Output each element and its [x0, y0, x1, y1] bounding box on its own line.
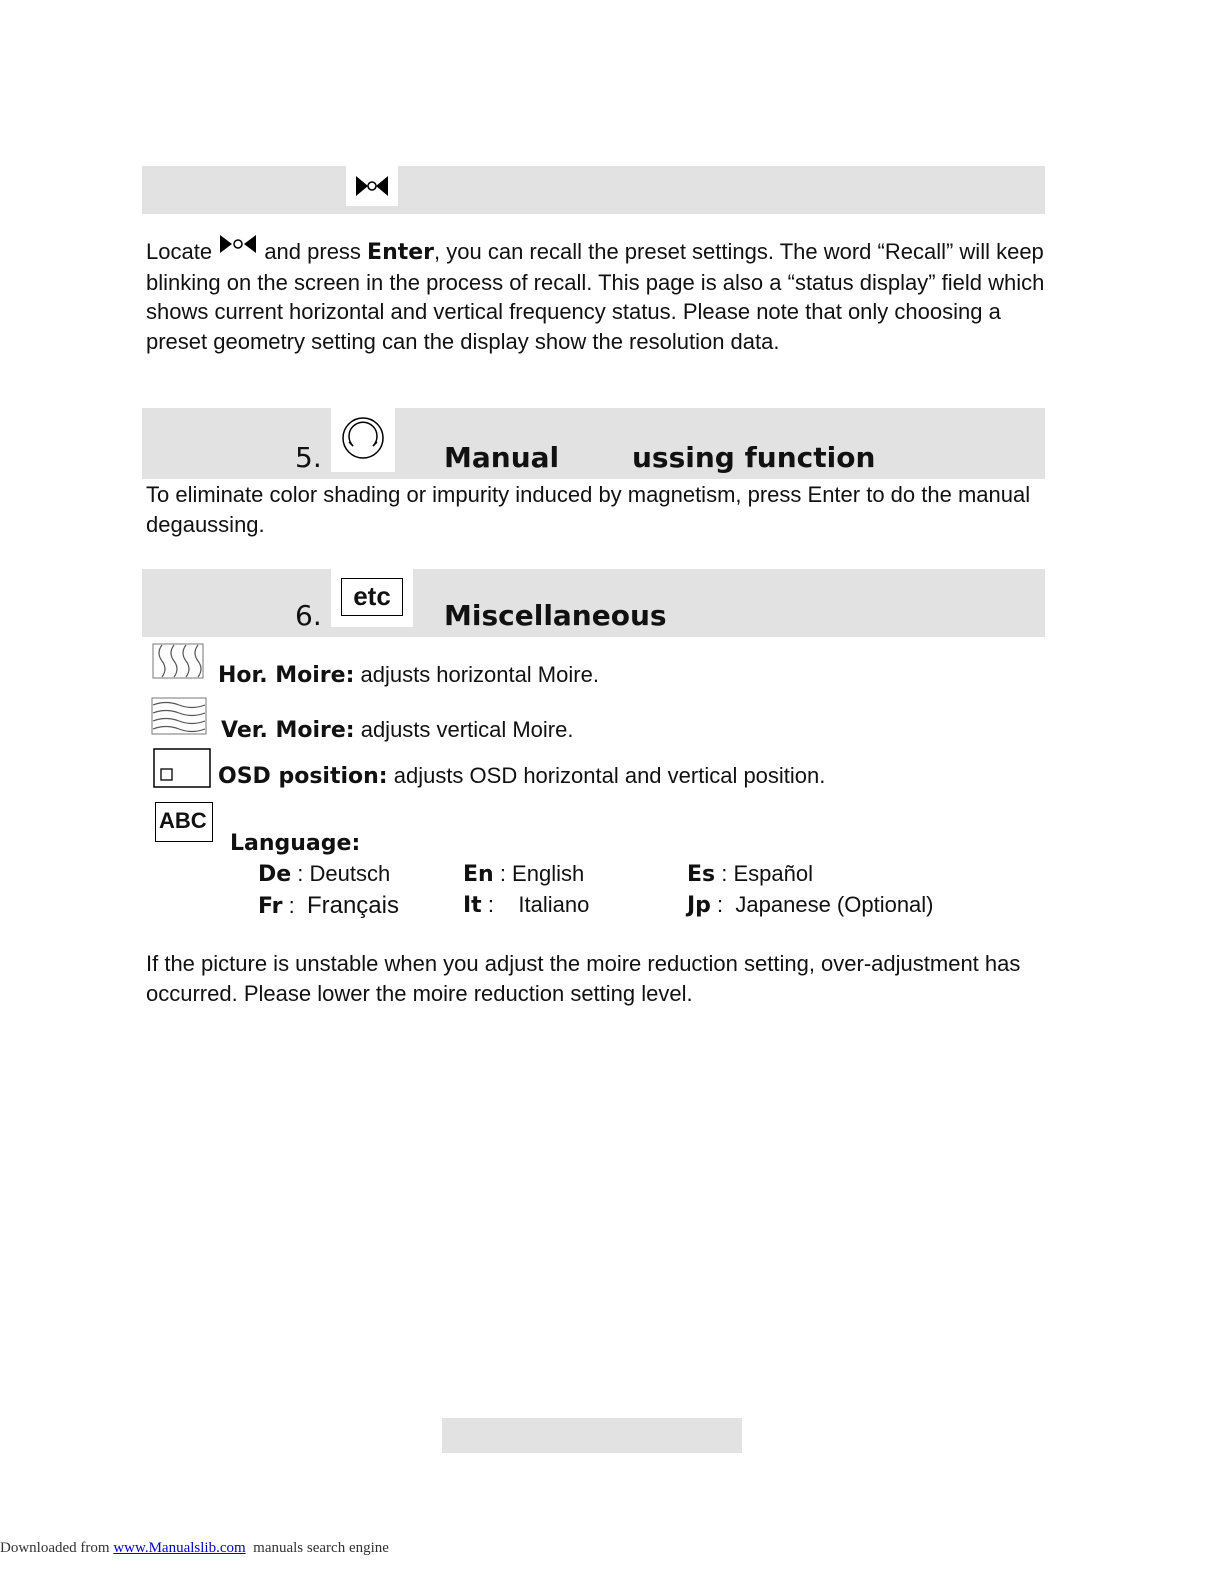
recall-inline-icon: [218, 231, 258, 257]
osd-position-label: OSD position:: [218, 764, 388, 789]
lang-es-sep: :: [715, 861, 734, 886]
lang-fr-name: Français: [306, 892, 399, 919]
moire-note: If the picture is unstable when you adjust the moire reduction setting, over-adjustment has occurred. Please lower the moire reduction setting level.: [146, 951, 1021, 1006]
lang-it-name: Italiano: [518, 892, 590, 917]
page-number-band: [442, 1418, 742, 1453]
osd-position-item: [218, 763, 825, 789]
osd-position-desc: adjusts OSD horizontal and vertical position.: [387, 763, 826, 788]
lang-de: [258, 861, 390, 887]
recall-icon: [346, 166, 398, 206]
section5-number: 5.: [295, 441, 322, 474]
recall-text-rest: , you can recall the preset settings. The word “Recall” will keep blinking on the screen in the process of recall. This page is also a “status display” field which shows current horizontal and vertical frequency status. Please note that only choosing a preset geometry setting can the display show the resolution data.: [146, 239, 1045, 354]
section6-number: 6.: [295, 599, 322, 632]
lang-it-code: It: [463, 893, 482, 918]
recall-text-locate: Locate: [146, 239, 213, 264]
section6-title: Miscellaneous: [444, 599, 667, 632]
lang-fr-code: Fr: [258, 894, 283, 919]
recall-header-band: [142, 166, 1045, 214]
section5-body: To eliminate color shading or impurity induced by magnetism, press Enter to do the manual degaussing.: [146, 482, 1031, 537]
recall-icon-box: [346, 166, 398, 206]
language-label: [230, 830, 360, 856]
section5-header-band: [142, 408, 1045, 479]
language-icon: [155, 802, 213, 842]
lang-jp-sep: :: [710, 892, 736, 917]
download-footer: [0, 1540, 389, 1557]
lang-es-code: Es: [687, 862, 716, 887]
footer-prefix: Downloaded from: [0, 1540, 114, 1556]
manualslib-link[interactable]: www.Manualslib.com: [113, 1540, 246, 1556]
lang-en-sep: :: [493, 861, 513, 886]
lang-it: [463, 892, 589, 918]
lang-jp-name: Japanese (Optional): [735, 892, 934, 917]
lang-en: [463, 861, 584, 887]
lang-jp: [687, 892, 934, 918]
lang-de-code: De: [258, 862, 292, 887]
lang-en-name: English: [512, 861, 585, 886]
language-label-text: Language:: [230, 831, 361, 856]
hor-moire-label: Hor. Moire:: [218, 663, 355, 688]
lang-de-sep: :: [291, 861, 310, 886]
ver-moire-desc: adjusts vertical Moire.: [354, 717, 574, 742]
lang-fr: [258, 892, 399, 920]
lang-de-name: Deutsch: [309, 861, 391, 886]
recall-paragraph: [146, 231, 1046, 356]
lang-es-name: Español: [733, 861, 813, 886]
footer-suffix: manuals search engine: [245, 1540, 389, 1556]
hor-moire-desc: adjusts horizontal Moire.: [354, 662, 599, 687]
osd-position-icon: [153, 748, 211, 788]
ver-moire-item: [221, 717, 573, 743]
hor-moire-item: [218, 662, 599, 688]
ver-moire-label: Ver. Moire:: [221, 718, 355, 743]
section5-icon-box: [331, 408, 395, 472]
lang-it-sep: :: [481, 892, 519, 917]
etc-icon: [341, 578, 403, 616]
section5-title-function: ussing function: [632, 441, 876, 474]
hor-moire-icon: [152, 643, 204, 679]
lang-en-code: En: [463, 862, 494, 887]
language-icon-label: ABC: [159, 808, 207, 833]
section6-icon-box: [331, 569, 413, 627]
lang-fr-sep: :: [282, 893, 307, 918]
lang-jp-code: Jp: [687, 893, 711, 918]
recall-text-press: and press: [264, 239, 368, 264]
ver-moire-icon: [151, 697, 207, 735]
section5-title-manual: Manual: [444, 441, 560, 474]
lang-es: [687, 861, 813, 887]
recall-enter-key: Enter: [367, 240, 435, 265]
degauss-icon: [331, 408, 395, 472]
etc-icon-label: etc: [353, 581, 391, 611]
